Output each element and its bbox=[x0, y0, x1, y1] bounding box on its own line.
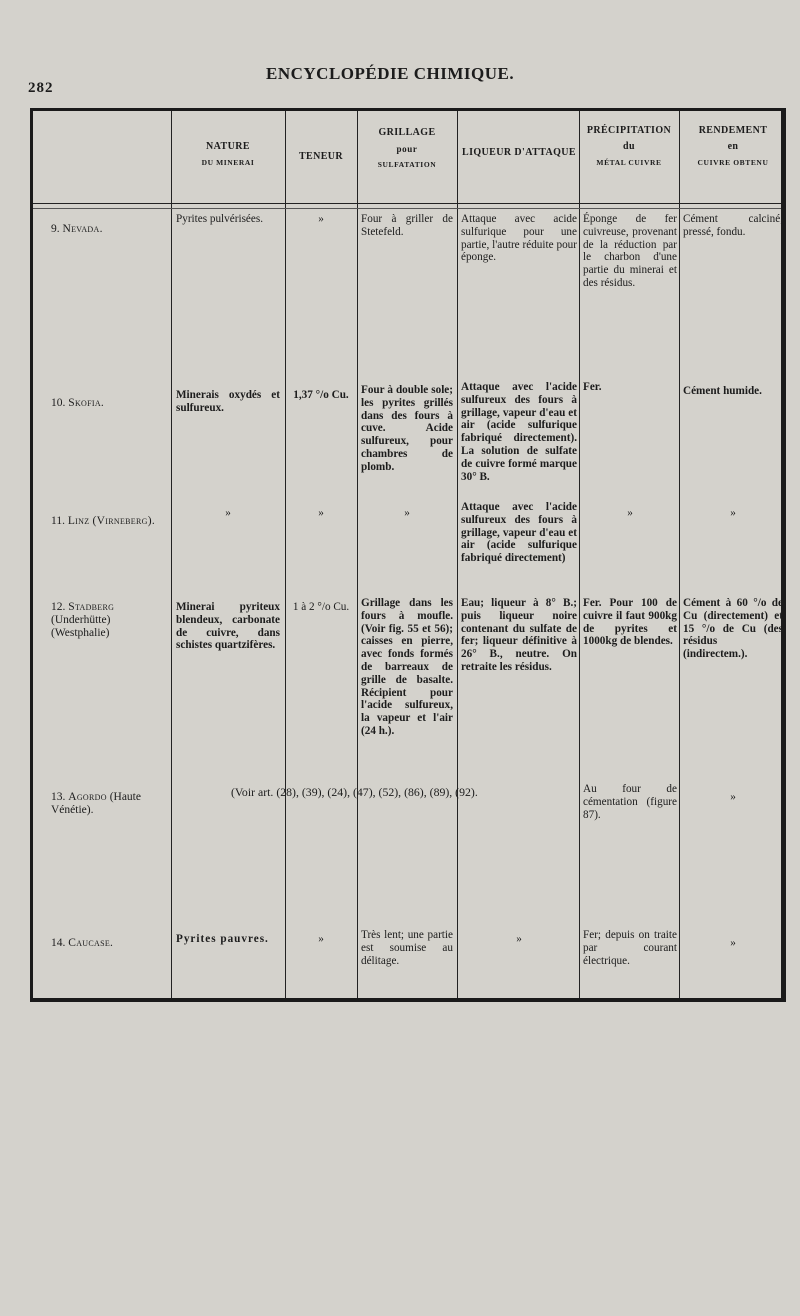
cell-reference-note: (Voir art. (28), (39), (24), (47), (52), (86), (89), (92). bbox=[231, 785, 478, 799]
cell-rendement: Cément à 60 °/o de Cu (directement) et 15 °/o de Cu (des résidus (indirectem.). bbox=[683, 597, 783, 661]
cell-grillage: Très lent; une partie est soumise au délitage. bbox=[361, 929, 453, 967]
cell-liqueur: Attaque avec acide sulfurique pour une partie, l'autre réduite pour éponge. bbox=[461, 213, 577, 264]
cell-grillage: » bbox=[404, 507, 410, 519]
cell-precipitation: Fer. Pour 100 de cuivre il faut 900kg de pyrites et 1000kg de blendes. bbox=[583, 597, 677, 648]
column-header-rendement: RENDEMENT en CUIVRE OBTENU bbox=[697, 125, 769, 167]
column-header-precipitation: PRÉCIPITATION du MÉTAL CUIVRE bbox=[586, 125, 672, 167]
column-header-liqueur: LIQUEUR D'ATTAQUE bbox=[462, 147, 576, 158]
cell-rendement: Cément humide. bbox=[683, 385, 762, 397]
column-divider bbox=[171, 111, 172, 998]
header-rule bbox=[33, 208, 781, 209]
cell-teneur: » bbox=[318, 507, 324, 519]
row-label-linz: 11. Linz (Virneberg). bbox=[51, 515, 155, 527]
page-number: 282 bbox=[28, 80, 54, 96]
cell-nature: Pyrites pauvres. bbox=[176, 933, 269, 945]
cell-precipitation: Au four de cémentation (figure 87). bbox=[583, 783, 677, 821]
row-label-caucase: 14. Caucase. bbox=[51, 937, 114, 949]
cell-nature: Minerais oxydés et sulfureux. bbox=[176, 389, 280, 414]
cell-grillage: Grillage dans les fours à moufle. (Voir fig. 55 et 56); caisses en pierre, avec fonds formés de barreaux de grille de basalte. Récipient pour l'acide sulfureux, la vapeur et l'air (24 h.). bbox=[361, 597, 453, 737]
cell-rendement: Cément calciné, pressé, fondu. bbox=[683, 213, 783, 238]
running-title: ENCYCLOPÉDIE CHIMIQUE. bbox=[266, 64, 515, 83]
cell-nature: Minerai pyriteux blendeux, carbonate de cuivre, dans schistes quartzifères. bbox=[176, 601, 280, 652]
row-label-stadberg: 12. Stadberg (Underhütte) (Westphalie) bbox=[51, 601, 115, 639]
cell-precipitation: » bbox=[627, 507, 633, 519]
column-divider bbox=[285, 111, 286, 998]
cell-precipitation: Éponge de fer cuivreuse, provenant de la réduction par le charbon d'une partie du minerai et des résidus. bbox=[583, 213, 677, 289]
cell-teneur: » bbox=[318, 213, 324, 225]
cell-teneur: 1 à 2 °/o Cu. bbox=[292, 601, 350, 613]
cell-grillage: Four à double sole; les pyrites grillés dans des fours à cuve. Acide sulfureux, pour chambres de plomb. bbox=[361, 384, 453, 473]
cell-liqueur: Attaque avec l'acide sulfureux des fours à grillage, vapeur d'eau et air (acide sulfurique fabriqué directement) bbox=[461, 501, 577, 565]
row-label-nevada: 9. Nevada. bbox=[51, 223, 103, 235]
cell-teneur: » bbox=[318, 933, 324, 945]
row-label-skofia: 10. Skofia. bbox=[51, 397, 105, 409]
header-rule bbox=[33, 203, 781, 204]
column-header-grillage: GRILLAGE pour SULFATATION bbox=[377, 127, 437, 169]
column-header-nature: NATURE DU MINERAI bbox=[201, 141, 255, 167]
column-divider bbox=[457, 111, 458, 998]
cell-liqueur: Eau; liqueur à 8° B.; puis liqueur noire contenant du sulfate de fer; liqueur définitive à 26° B., neutre. On retraite les résidus. bbox=[461, 597, 577, 673]
column-divider bbox=[357, 111, 358, 998]
cell-rendement: » bbox=[730, 507, 736, 519]
cell-precipitation: Fer. bbox=[583, 381, 602, 393]
column-divider bbox=[579, 111, 580, 998]
cell-liqueur: » bbox=[516, 933, 522, 945]
cell-teneur: 1,37 °/o Cu. bbox=[293, 389, 349, 401]
cell-rendement: » bbox=[730, 791, 736, 803]
column-divider bbox=[679, 111, 680, 998]
cell-precipitation: Fer; depuis on traite par courant électrique. bbox=[583, 929, 677, 967]
cell-grillage: Four à griller de Stetefeld. bbox=[361, 213, 453, 238]
cell-nature: » bbox=[225, 507, 231, 519]
column-header-teneur: TENEUR bbox=[298, 151, 344, 162]
cell-liqueur: Attaque avec l'acide sulfureux des fours à grillage, vapeur d'eau et air (acide sulfurique fabriqué directement). La solution de sulfate de cuivre formé marque 30° B. bbox=[461, 381, 577, 483]
cell-rendement: » bbox=[730, 937, 736, 949]
cell-nature: Pyrites pulvérisées. bbox=[176, 213, 263, 225]
row-label-agordo: 13. Agordo (Haute Vénétie). bbox=[51, 791, 141, 816]
data-table bbox=[30, 108, 786, 1002]
